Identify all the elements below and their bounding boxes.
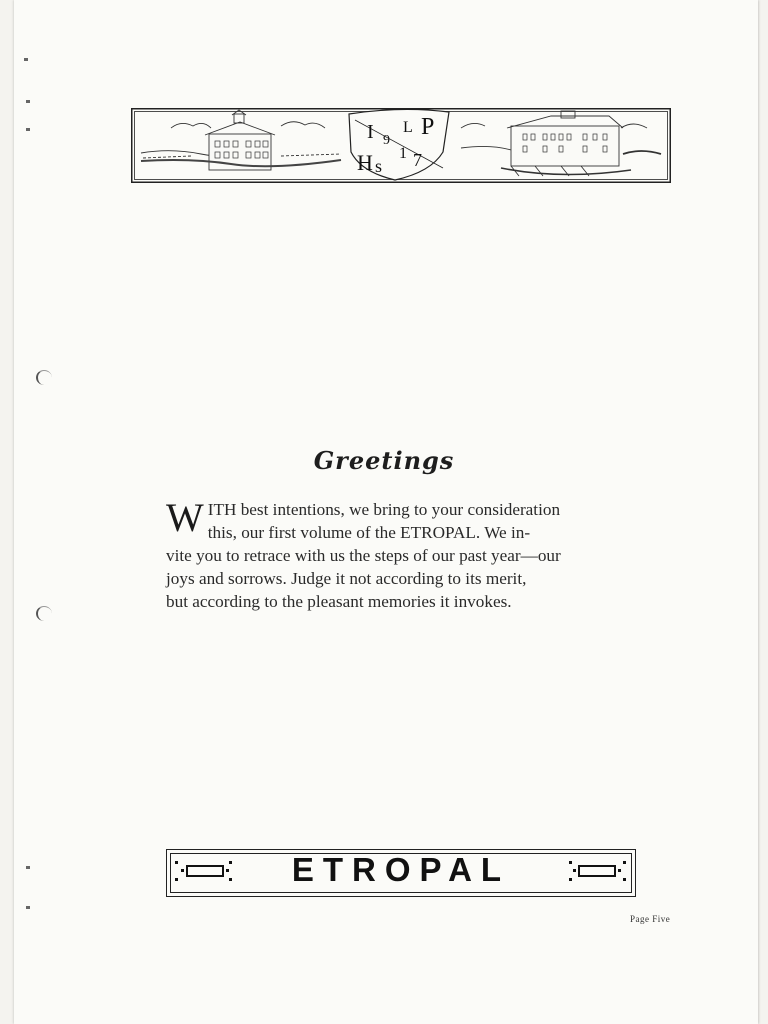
edge-mark	[26, 866, 30, 869]
monogram-letter: 9	[383, 133, 390, 148]
monogram-letter: I	[367, 121, 374, 143]
school-building-right-icon	[461, 111, 661, 176]
monogram-letter: H	[357, 150, 373, 175]
paragraph-line: this, our first volume of the ETROPAL. We in-	[207, 523, 531, 542]
header-banner	[131, 108, 671, 183]
edge-mark	[24, 58, 28, 61]
monogram-letter: 7	[413, 150, 422, 170]
monogram-letter: P	[421, 114, 435, 140]
etropal-title: ETROPAL	[291, 851, 511, 888]
monogram-letter: 1	[399, 145, 407, 162]
edge-mark	[26, 128, 30, 131]
greetings-paragraph	[166, 495, 640, 613]
page-sheet	[14, 0, 758, 1024]
monogram-letter: s	[375, 156, 383, 176]
monogram-letter: L	[403, 119, 413, 136]
paragraph-line: joys and sorrows. Judge it not according to its merit,	[166, 569, 527, 588]
binder-hole	[36, 370, 52, 385]
monogram-shield-icon	[349, 109, 449, 180]
school-building-left-icon	[141, 110, 341, 170]
greetings-heading: Greetings	[313, 446, 455, 475]
paragraph-line: but according to the pleasant memories it invokes.	[166, 592, 512, 611]
paragraph-line: ITH best intentions, we bring to your consideration	[207, 500, 561, 519]
edge-mark	[26, 100, 30, 103]
page-number: Page Five	[630, 914, 671, 924]
paragraph-line: vite you to retrace with us the steps of our past year—our	[166, 546, 561, 565]
edge-mark	[26, 906, 30, 909]
binder-hole	[36, 606, 52, 621]
drop-cap: W	[166, 495, 204, 540]
etropal-footer-banner	[166, 849, 636, 897]
